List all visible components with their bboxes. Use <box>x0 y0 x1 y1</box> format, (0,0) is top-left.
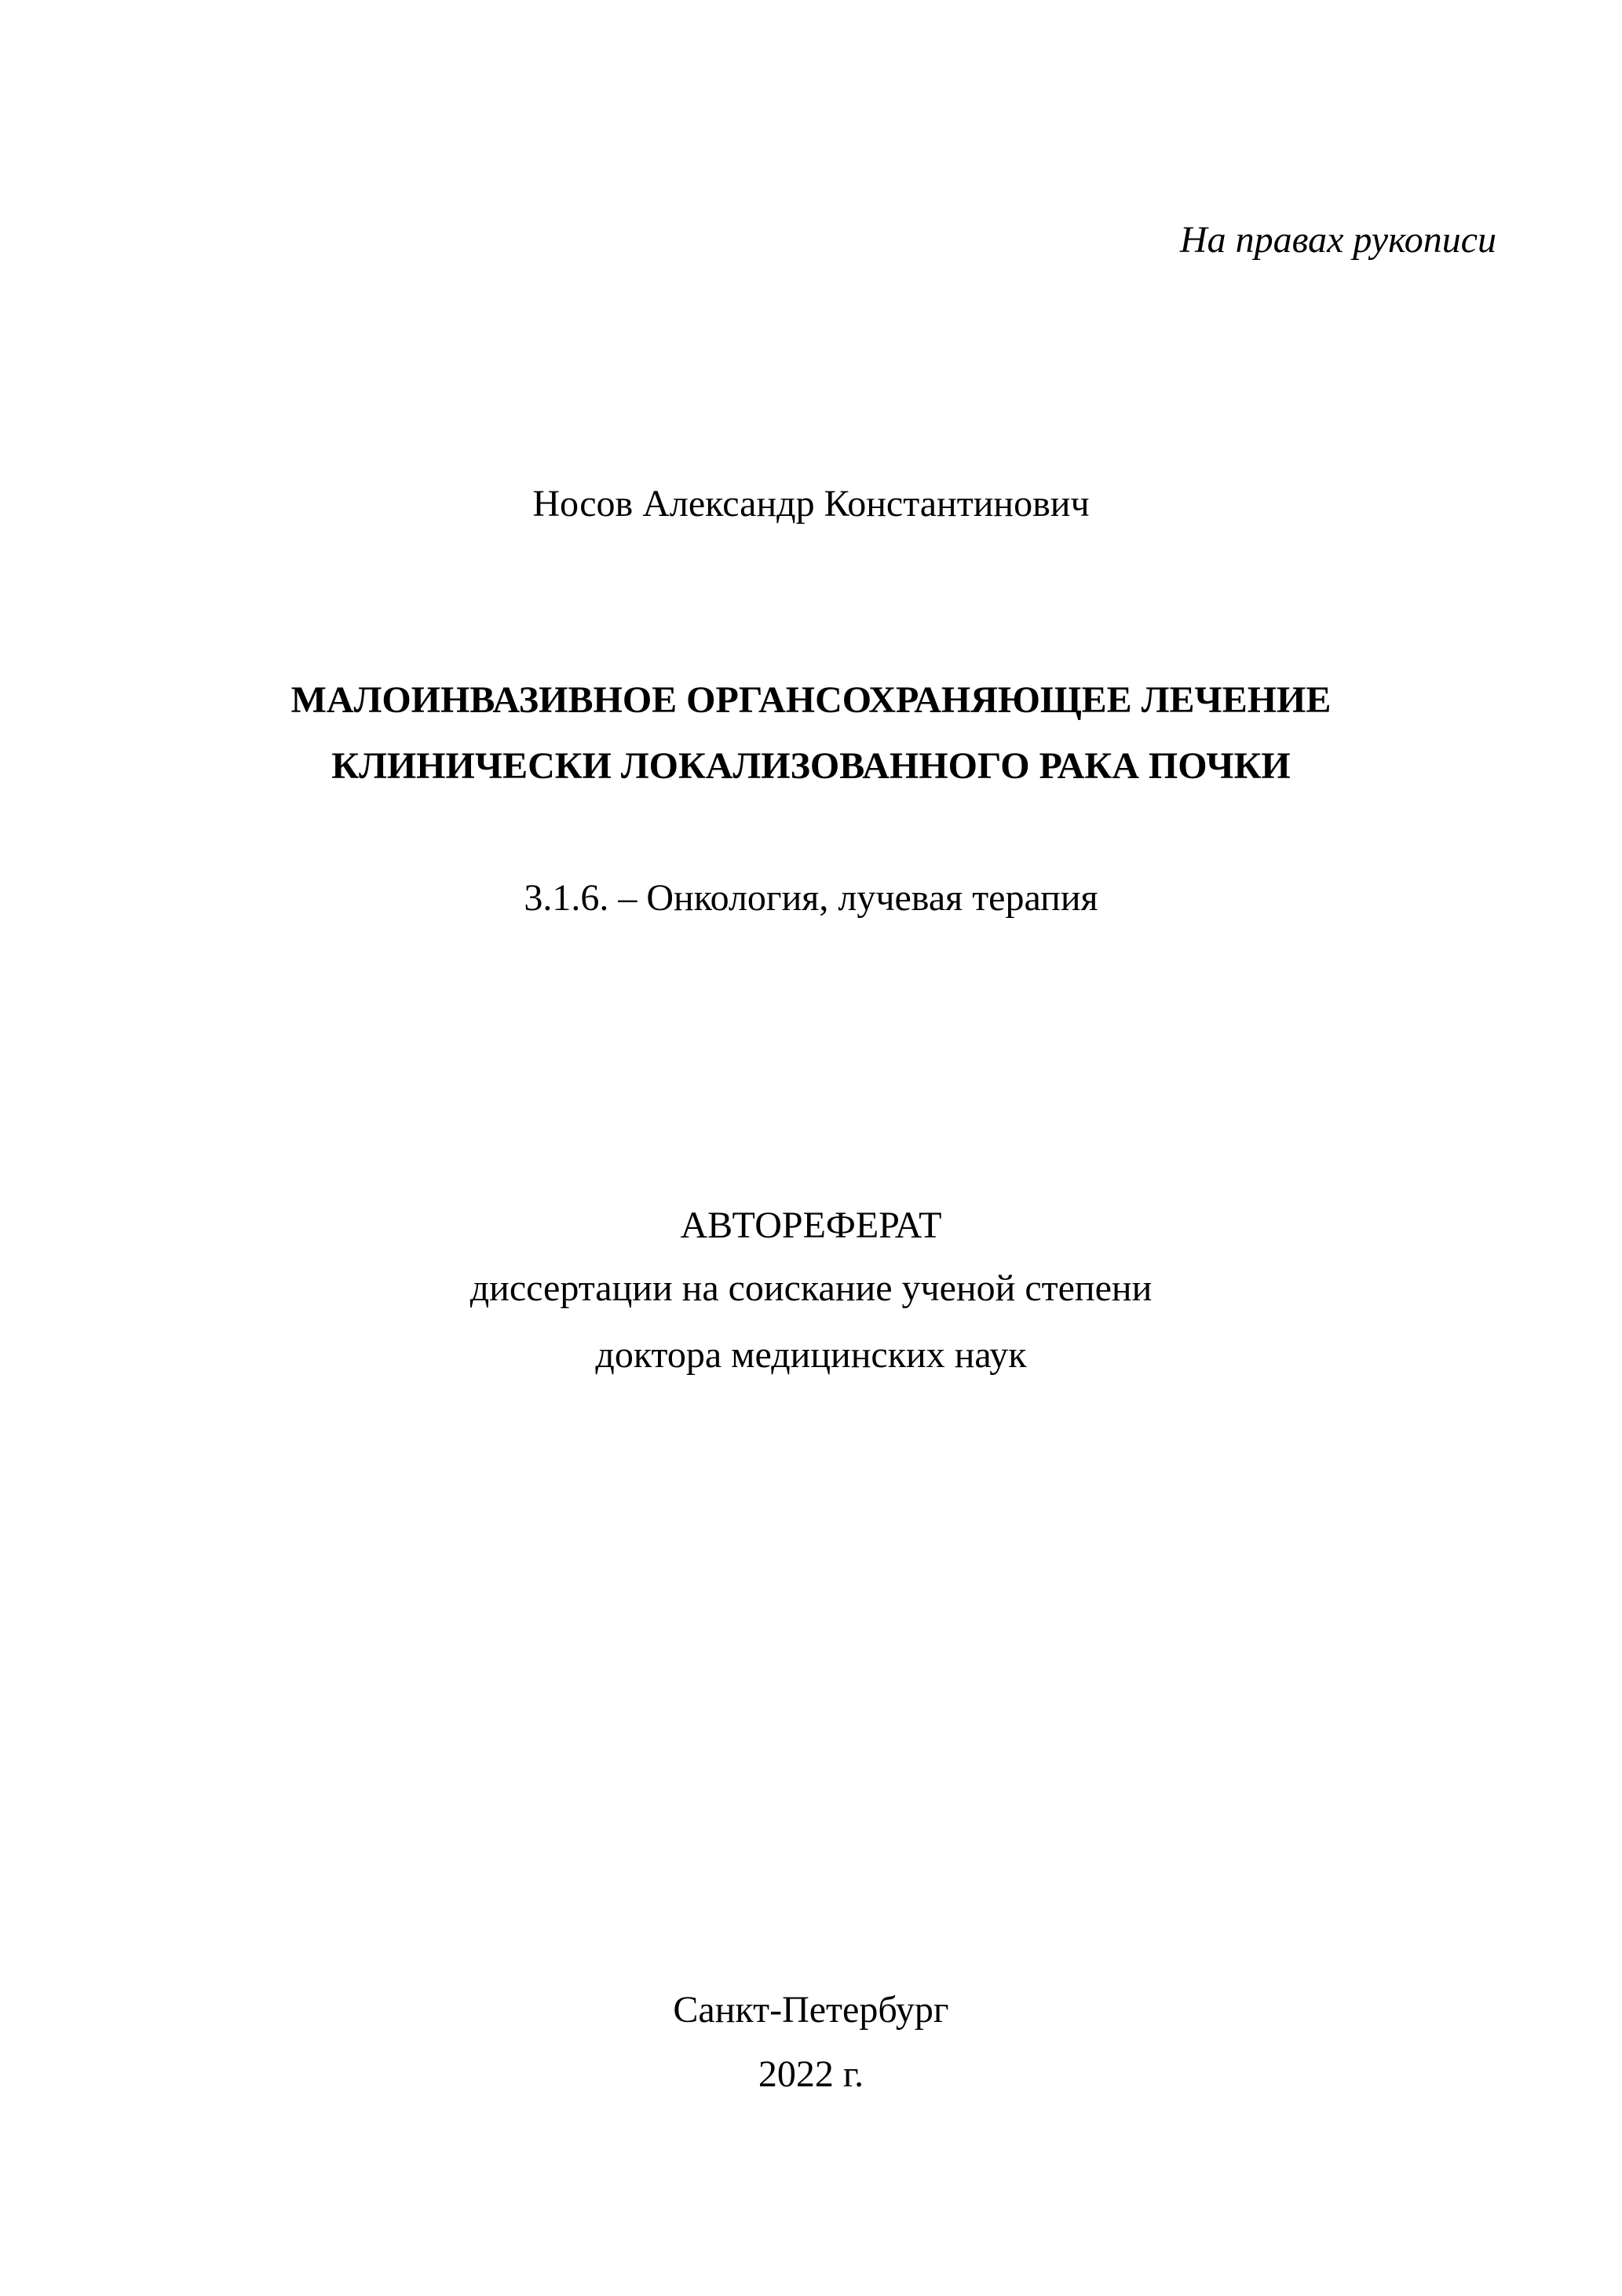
degree-line-2: доктора медицинских наук <box>595 1334 1027 1376</box>
manuscript-note: На правах рукописи <box>1179 219 1496 261</box>
city: Санкт-Петербург <box>673 1989 949 2031</box>
document-title-line-2: КЛИНИЧЕСКИ ЛОКАЛИЗОВАННОГО РАКА ПОЧКИ <box>331 745 1291 787</box>
degree-line-1: диссертации на соискание ученой степени <box>469 1267 1153 1309</box>
specialty-code: 3.1.6. – Онкология, лучевая терапия <box>524 877 1098 919</box>
year: 2022 г. <box>758 2053 864 2095</box>
abstract-label: АВТОРЕФЕРАТ <box>680 1205 942 1246</box>
document-title-line-1: МАЛОИНВАЗИВНОЕ ОРГАНСОХРАНЯЮЩЕЕ ЛЕЧЕНИЕ <box>290 679 1332 721</box>
author-name: Носов Александр Константинович <box>532 483 1090 525</box>
